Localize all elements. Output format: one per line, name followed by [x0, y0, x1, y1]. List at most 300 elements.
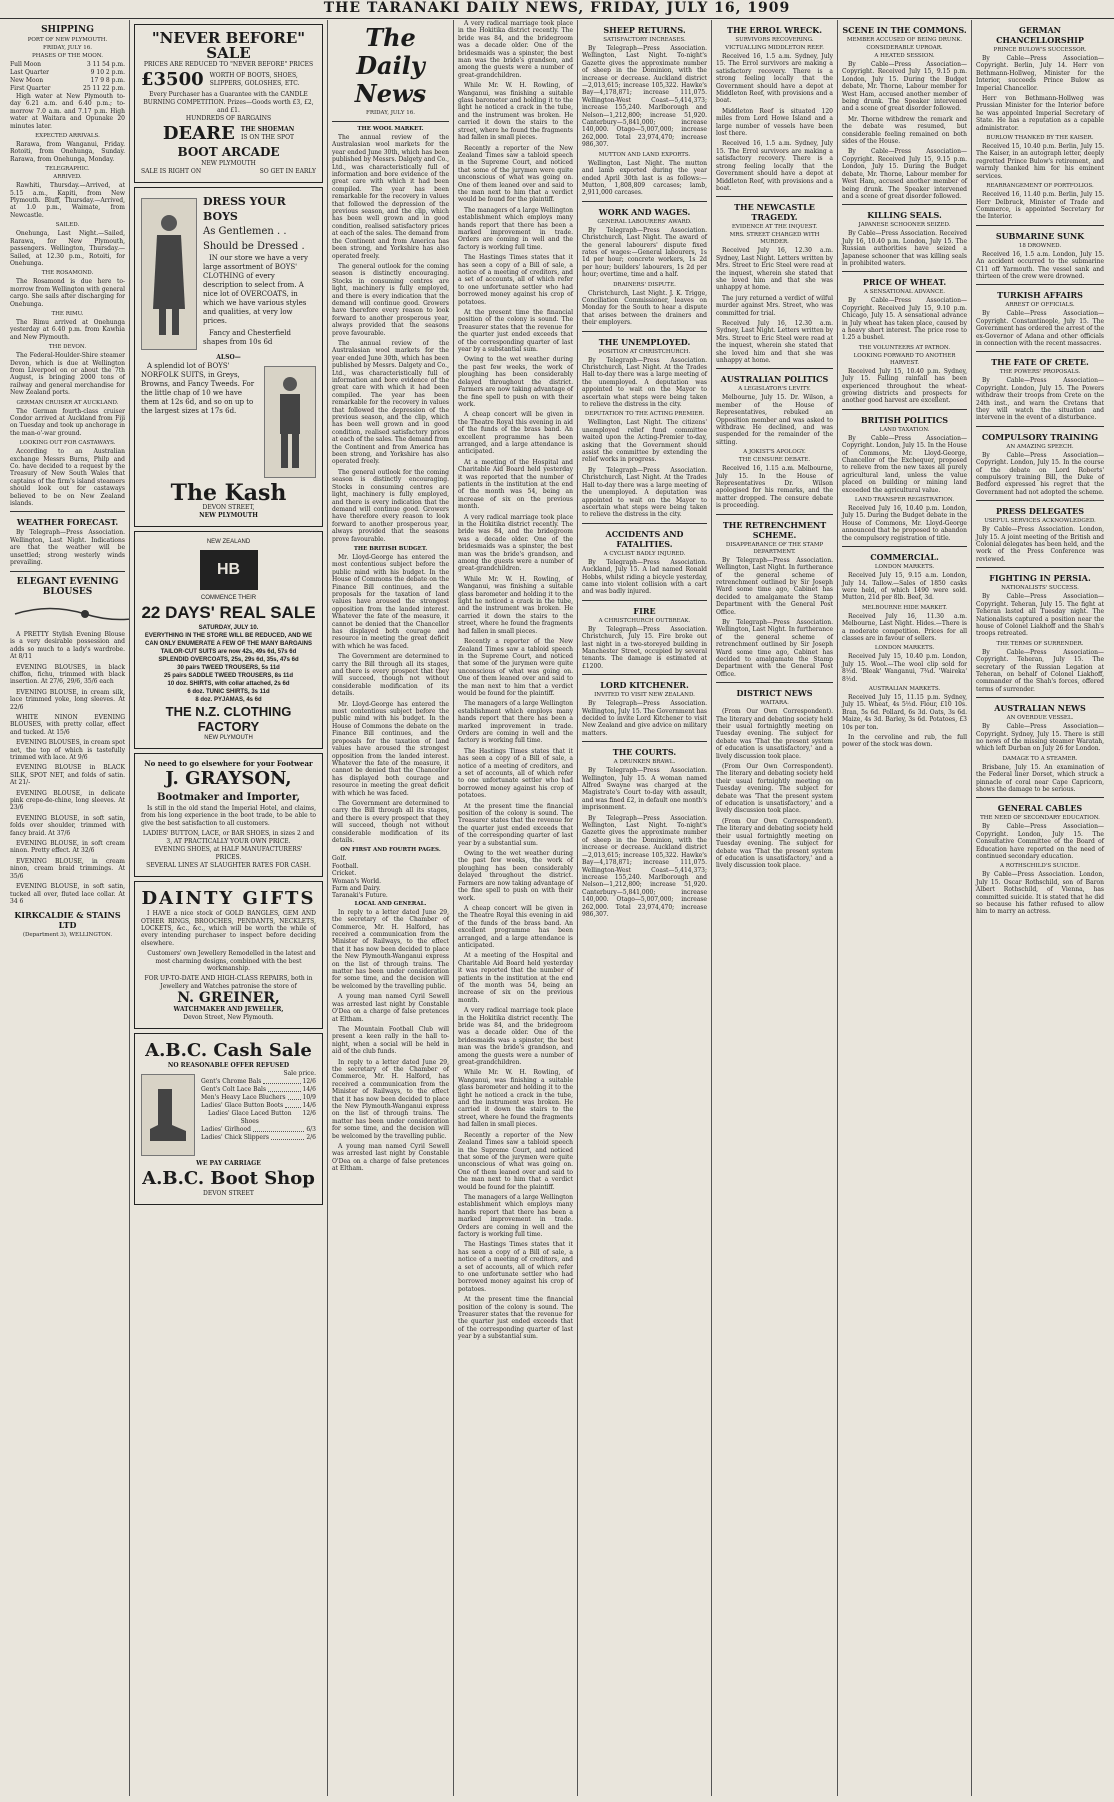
weather-text: By Telegraph—Press Association. Wellington, Last Night. Indications are that the weather will be unsettled; strong westerly winds prevailing.: [10, 529, 125, 567]
turkish-text: By Cable—Press Association—Copyright. Constantinople, July 15. The Government has ordered the arrest of the ex-Governor of Adana and other officials in connection with the recent massacres.: [976, 310, 1104, 347]
chancellor-text: By Cable—Press Association—Copyright. Berlin, July 14. Herr von Bethmann-Hollweg, Minister for the Interior, succeeds Prince Bulow as Imperial Chancellor.: [976, 55, 1104, 92]
unemployed-sub: POSITION AT CHRISTCHURCH.: [598, 348, 691, 355]
melbourne-heading: MELBOURNE HIDE MARKET.: [862, 604, 947, 611]
dress-boys-line-1: DRESS YOUR BOYS: [203, 195, 286, 223]
australian-markets-heading: AUSTRALIAN MARKETS.: [868, 685, 941, 692]
labourers-text: By Telegraph—Press Association. Christchurch, Last Night. The award of the general labourers' dispute fixed rates of wages:—General labourers, 1s 1d per hour; concrete workers, 1s 2d per hour; builders' labourers, 1s 2d per hour; overtime, time and a half.: [582, 226, 707, 279]
greiner-trade: WATCHMAKER AND JEWELLER,: [173, 1006, 284, 1014]
submarine-text: Received 16, 1.5 a.m. London, July 15. An accident occurred to the submarine C11 off Yarmouth. The vessel sank and thirteen of the crew were drowned.: [976, 250, 1104, 280]
column-shipping: [6, 20, 130, 1796]
moon-row: First Quarter 25 11 22 p.m.: [10, 85, 125, 92]
chancellor-text-2: Herr von Bethmann-Hollweg was Prussian Minister for the Interior before he was appointed Imperial Secretary of State. He has a reputation as a capable administrator.: [976, 95, 1104, 132]
cruiser-text: The German fourth-class cruiser Condor arrived at Auckland from Fiji on Tuesday and took up anchorage in the man-o'-war ground.: [10, 407, 125, 437]
grayson-evening: EVENING SHOES, at HALF MANUFACTURERS' PRICES.: [154, 846, 303, 862]
commons-text-2: Mr. Thorne withdrew the remark and the debate was resumed, but considerable feeling remained on both sides of the House.: [842, 115, 967, 146]
taxation-heading: LAND TAXATION.: [879, 426, 930, 433]
general-text: A very radical marriage took place in the Hokitika district recently. The bride was 84, and the bridegroom was a decade older. One of the bridesmaids was a spinster, the best man was the bride's grandson, and among the guests were a number of great-grandchildren.: [458, 1007, 573, 1067]
politics-sub: A LEGISLATOR'S LEVITY.: [738, 386, 811, 393]
cyclist-heading: A CYCLIST BADLY INJURED.: [603, 550, 686, 557]
expected-heading: EXPECTED ARRIVALS.: [35, 133, 100, 140]
mutton-heading: MUTTON AND LAND EXPORTS.: [598, 151, 691, 158]
politics-heading: AUSTRALIAN POLITICS: [720, 374, 829, 385]
never-before-row: [141, 69, 316, 91]
boy-norfolk-illustration: [264, 366, 316, 478]
abc-street: DEVON STREET: [203, 1190, 254, 1198]
real-sale-title: 22 DAYS' REAL SALE: [141, 603, 316, 622]
local-text-4: In reply to a letter dated June 29, the secretary of the Chamber of Commerce, Mr. H. Halford, has received a communication from the Minister of Railways, to the effect that it has now been decided to place the New Plymouth-Wanganui express on the list of through trains. The matter has been under consideration for some time, and the decision will be welcomed by the travelling public.: [332, 1058, 449, 1140]
unemployed-text: By Telegraph—Press Association. Christchurch, Last Night. At the Trades Hall to-day there was a large meeting of the unemployed. A deputation was appointed to wait on the Mayor to ascertain what steps were being taken to relieve the distress in the city.: [582, 356, 707, 409]
hb-item: 6 doz. TUNIC SHIRTS, 3s 11d: [187, 689, 270, 695]
nz-clothing-town: NEW PLYMOUTH: [204, 735, 253, 741]
pages-item: Taranaki's Future.: [332, 892, 388, 900]
general-text: While Mr. W. H. Rowling, of Wanganui, was finishing a suitable glass barometer and holding it to the light he noticed a crack in the tube, and the instrument was broken. He carried it down the stairs to the street, where he found the fragments had fallen in small pieces.: [458, 82, 573, 142]
greiner-street: Devon Street, New Plymouth.: [183, 1014, 274, 1022]
general-text: Recently a reporter of the New Zealand Times saw a tabloid speech in the Supreme Court, and noticed that some of the jurymen were quite unconscious of what was going on. One of them leaned over and said to the man next to him that a verdict would be found for the plaintiff.: [458, 638, 573, 697]
grayson-text: Is still in the old stand the Imperial Hotel, and claims, from his long experience in the boot trade, to be able to give the best satisfaction to all customers.: [141, 805, 316, 827]
boot-arcade-town: NEW PLYMOUTH: [201, 160, 256, 167]
sale-note: SALE IS RIGHT ON: [141, 168, 202, 175]
stamp-text-2: By Telegraph—Press Association. Wellington, Last Night. In furtherance of the general scheme of retrenchment outlined by Sir Joseph Ward some time ago, Cabinet has decided to amalgamate the Stamp Department with the General Post Office.: [716, 618, 833, 678]
greiner-ad: [134, 881, 323, 1029]
boot-illustration: [141, 1074, 195, 1156]
kash-town: NEW PLYMOUTH: [199, 512, 258, 519]
pages-item: Woman's World.: [332, 877, 382, 885]
cyclist-text: By Telegraph—Press Association. Auckland, July 15. A lad named Ronald Hobbs, whilst riding a bicycle yesterday, came into violent collision with a cart and was badly injured.: [582, 558, 707, 596]
rothschild-text: By Cable—Press Association. London, July 15. Oscar Rothschild, son of Baron Albert Rothschild, of Vienna, has committed suicide. It is stated that he did so because his father refused to allow him to marry an actress.: [976, 871, 1104, 916]
errol-sub-2: VICTUALLING MIDDLETON REEF.: [725, 45, 824, 51]
melbourne-text: Received July 16, 11.30 a.m. Melbourne, Last Night. Hides.—There is a moderate competition. Prices for all classes are in favour of sellers.: [842, 612, 967, 642]
wool-text-3: The annual review of the Australasian wool markets for the year ended June 30th, which has been published by Messrs. Dalgety and Co., Ltd., was characteristically full of information and bore evidence of the great care with which it had been compiled. The year has been remarkable for the recovery in values that followed the depression of the previous season, and the clip, which has been well grown and in good condition, realised satisfactory prices at each of the sales. The demand from the Continent and from America has been strong, and Yorkshire has also operated freely.: [332, 339, 449, 466]
scene-stock-text: In the cervoline and rub, the full power of the stock was down.: [842, 734, 967, 749]
column-editorial: [328, 20, 454, 1796]
pages-item: Cricket.: [332, 870, 357, 878]
dress-boys-text: IN our store we have a very large assortment of BOYS' CLOTHING of every description to select from. A nice lot of OVERCOATS, in which we have various styles and qualities, at very low prices.: [203, 254, 308, 325]
real-sale-desc: EVERYTHING IN THE STORE WILL BE REDUCED, AND WE CAN ONLY ENUMERATE A FEW OF THE MANY BARGAINS: [144, 633, 313, 647]
cables-heading: GENERAL CABLES: [997, 803, 1083, 814]
wheat-text: By Cable—Press Association—Copyright. Received July 15, 9.10 p.m. Chicago, July 15. A sensational advance in July wheat has taken place, caused by a heavy short interest. The price rose to 1.25 a bushel.: [842, 297, 967, 342]
burlow-heading: BURLOW THANKED BY THE KAISER.: [986, 135, 1094, 142]
general-text: Recently a reporter of the New Zealand Times saw a tabloid speech in the Supreme Court, and noticed that some of the jurymen were quite unconscious of what was going on. One of them leaned over and said to the man next to him that a verdict would be found for the plaintiff.: [458, 144, 573, 204]
overdue-heading: AN OVERDUE VESSEL.: [1006, 715, 1074, 722]
pages-item: Football.: [332, 862, 359, 870]
dainty-title: DAINTY GIFTS: [141, 888, 316, 910]
column-general: [454, 20, 578, 1796]
boy-overcoat-illustration: [141, 198, 197, 350]
mutton-text: Wellington, Last Night. The mutton and lamb exported during the year ended April 30th last is as follows:—Mutton, 1,808,809 carcases; lamb, 2,911,000 carcases.: [582, 159, 707, 197]
district-heading: DISTRICT NEWS: [736, 688, 813, 699]
cables-sub: THE NEED OF SECONDARY EDUCATION.: [980, 815, 1100, 822]
crete-heading: THE FATE OF CRETE.: [991, 357, 1089, 368]
hb-logo: HB: [200, 550, 258, 590]
grayson-ad: [134, 753, 323, 877]
kash-name: The Kash: [170, 480, 287, 506]
kirkcaldie-name: KIRKCALDIE & STAINS LTD: [14, 910, 121, 931]
seals-text: By Cable—Press Association. Received July 16, 10.40 p.m. London, July 15. The Russian authorities have seized a Japanese schooner that was killing seals in prohibited waters.: [842, 230, 967, 267]
columns: [6, 20, 1108, 1796]
work-heading: WORK AND WAGES.: [598, 206, 691, 217]
abc-price-head: Sale price.: [283, 1070, 316, 1078]
local-text: In reply to a letter dated June 29, the secretary of the Chamber of Commerce, Mr. H. Halford, has received a communication from the Minister of Railways, to the effect that it has now been decided to place the New Plymouth-Wanganui express on the list of through trains. The matter has been under consideration for some time, and the decision will be welcomed by the travelling public.: [332, 908, 449, 990]
london-heading: LONDON MARKETS.: [874, 564, 935, 571]
deare-name: DEARE: [162, 123, 235, 144]
abc-boot-shop: A.B.C. Boot Shop: [142, 1168, 315, 1190]
tide-text: High water at New Plymouth to-day 6.21 a.m. and 6.40 p.m.; to-morrow 7.0 a.m. and 7.17 p.m. High water at Waitara and Opunake 20 minutes later.: [10, 93, 125, 130]
dainty-text: I HAVE a nice stock of GOLD BANGLES, GEM AND OTHER RINGS, BROOCHES, PENDANTS, NECKLETS, LOCKETS, &c., &c., which will be worth the while of every intending purchaser to inspect before deciding elsewhere.: [141, 910, 316, 947]
hb-item: 25 pairs SADDLE TWEED TROUSERS, 8s 11d: [163, 673, 294, 679]
never-before-desc: WORTH OF BOOTS, SHOES, SLIPPERS, GOLOSHES, ETC.: [209, 72, 300, 87]
sailed-text: Onehunga, Last Night.—Sailed, Rarawa, for New Plymouth, passengers. Wellington, Thursday.—Sailed, at 12.30 p.m., Rotoiti, for Onehunga.: [10, 230, 125, 267]
general-text: A very radical marriage took place in the Hokitika district recently. The bride was 84, and the bridegroom was a decade older. One of the bridesmaids was a spinster, the best man was the bride's grandson, and among the guests were a number of great-grandchildren.: [458, 513, 573, 573]
general-text: Recently a reporter of the New Zealand Times saw a tabloid speech in the Supreme Court, and noticed that some of the jurymen were quite unconscious of what was going on. One of them leaned over and said to the man next to him that a verdict would be found for the plaintiff.: [458, 1131, 573, 1191]
persia-sub-2: THE TERMS OF SURRENDER.: [996, 640, 1084, 647]
commons-text-3: By Cable—Press Association—Copyright. Received July 15, 9.15 p.m. London, July 15. During the Budget debate, Mr. Thorne, Labour member for West Ham, accused another member of being drunk. The Speaker intervened and a scene of great disorder followed.: [842, 148, 967, 200]
persia-text-2: By Cable—Press Association—Copyright. Teheran, July 15. The secretary of the Russian Legation at Teheran, on behalf of Colonel Liakhoff, commander of the Shah's forces, offered terms of surrender.: [976, 648, 1104, 693]
steamer-text: Brisbane, July 15. An examination of the Federal liner Dorset, which struck a pinnacle of coral near Cape Capricorn, shows the damage to be serious.: [976, 763, 1104, 793]
rimu-heading: THE RIMU.: [51, 310, 84, 317]
shipping-date: FRIDAY, JULY 16.: [43, 45, 92, 51]
commercial-heading: COMMERCIAL.: [870, 552, 939, 563]
rearrangement-text: Received 16, 11.40 p.m. Berlin, July 15. Herr Delbruck, Minister of Trade and Commerce, is appointed Secretary for the Interior.: [976, 191, 1104, 221]
turkish-heading: TURKISH AFFAIRS: [997, 290, 1083, 301]
persia-text: By Cable—Press Association—Copyright. Teheran, July 15. The fight at Teheran lasted all Tuesday night. The Nationalists captured a position near the house of Colonel Liakhoff and the Shah's troops retreated.: [976, 593, 1104, 638]
hb-top-text: NEW ZEALAND: [206, 539, 251, 545]
errol-heading: THE ERROL WRECK.: [726, 25, 822, 35]
rosamond-heading: THE ROSAMOND.: [41, 270, 94, 277]
nz-clothing-name: THE N.Z. CLOTHING FACTORY: [165, 704, 292, 734]
transfer-text: Received July 16, 10.40 p.m. London, July 15. During the Budget debate in the House of Commons, Mr. Lloyd-George announced that he proposed to abandon the compulsory registration of title.: [842, 505, 967, 542]
deputation-text-2: By Telegraph—Press Association. Christchurch, Last Night. At the Trades Hall to-day there was a large meeting of the unemployed. A deputation was appointed to wait on the Mayor to ascertain what steps were being taken to relieve the distress in the city.: [582, 466, 707, 519]
expected-text: Rarawa, from Wanganui, Friday. Rotoiti, from Onehunga, Sunday. Rarawa, from Onehunga, Monday.: [10, 141, 125, 163]
errol-text-3: Received 16, 1.5 a.m. Sydney, July 15. The Errol survivors are making a satisfactory recovery. There is a strong feeling locally that the Government should have a depot at Middleton Reef, with provisions and a boat.: [716, 140, 833, 192]
moon-row: Last Quarter 9 10 2 p.m.: [10, 69, 125, 76]
hb-item: TAILOR-CUT SUITS are now 42s, 49s 6d, 57s 6d: [160, 649, 297, 655]
rimu-text: The Rimu arrived at Onehunga yesterday at 6.40 p.m. from Kawhia and New Plymouth.: [10, 318, 125, 341]
hundreds-text: HUNDREDS OF BARGAINS: [185, 115, 272, 122]
labourers-heading: GENERAL LABOURERS' AWARD.: [597, 218, 692, 225]
wool-text-4: The general outlook for the coming season is distinctly encouraging. Stocks in consuming centres are light, machinery is fully employed, and there is every indication that the demand will continue good. Growers have therefore every reason to look forward to another prosperous year, always provided that the seasons prove favourable.: [332, 468, 449, 543]
pages-heading: ON FIRST AND FOURTH PAGES.: [340, 847, 441, 854]
blouse-item: WHITE NINON EVENING BLOUSES, with pretty collar, effect and tucked. At 15/6: [10, 713, 125, 736]
burlow-text: Received 15, 10.40 p.m. Berlin, July 15. The Kaiser, in an autograph letter, deeply regretted Prince Bulow's retirement, and warmly thanked him for his eminent services.: [976, 143, 1104, 180]
never-before-amount: £3500: [141, 69, 204, 90]
dainty-text-2: Customers' own Jewellery Remodelled in the latest and most charming designs, combined with the best workmanship.: [147, 950, 316, 973]
persia-heading: FIGHTING IN PERSIA.: [989, 573, 1091, 584]
steamer-heading: DAMAGE TO A STEAMER.: [1002, 755, 1078, 762]
kitchener-heading: LORD KITCHENER.: [600, 680, 689, 691]
courts-sub: A DRUNKEN BRAWL.: [613, 759, 676, 766]
newcastle-text: Received July 16, 12.30 a.m. Sydney, Last Night. Letters written by Mrs. Street to Eric Steel were read at the inquest, wherein she stated that she loved him and that she was unhappy at home.: [716, 247, 833, 292]
general-text: The Hastings Times states that it has seen a copy of a Bill of sale, a notice of a meeting of creditors, and a set of accounts, all of which refer to one unfortunate settler who had borrowed money against his crop of potatoes.: [458, 1241, 573, 1293]
courts-heading: THE COURTS.: [612, 747, 677, 758]
general-text: While Mr. W. H. Rowling, of Wanganui, was finishing a suitable glass barometer and holding it to the light he noticed a crack in the tube, and the instrument was broken. He carried it down the stairs to the street, where he found the fragments had fallen in small pieces.: [458, 1069, 573, 1129]
moon-row: Full Moon 3 11 54 p.m.: [10, 61, 125, 68]
devon-heading: THE DEVON.: [48, 344, 87, 351]
crete-text: By Cable—Press Association—Copyright. London, July 15. The Powers withdraw their troops from Crete on the 24th inst., and warn the Cretans that they will watch the situation and intervene in the event of a disturbance.: [976, 377, 1104, 422]
castaways-heading: LOOKING OUT FOR CASTAWAYS.: [19, 440, 116, 447]
real-sale-date: SATURDAY, JULY 10.: [198, 625, 259, 631]
crete-sub: THE POWERS' PROPOSALS.: [999, 369, 1081, 376]
newcastle-sub-2: MRS. STREET CHARGED WITH MURDER.: [729, 232, 820, 246]
general-text: At a meeting of the Hospital and Charitable Aid Board held yesterday it was reported that the number of patients in the institution at the end of the month was 54, being an increase of six on the previous month.: [458, 458, 573, 511]
weather-heading: WEATHER FORECAST.: [16, 517, 119, 528]
blouse-item: EVENING BLOUSE, in soft satin, tucked all over, fluted lace collar. At 34 6: [10, 883, 125, 905]
blouse-item: A PRETTY Stylish Evening Blouse is a very desirable possession and adds so much to a lady's wardrobe. At 8/11: [10, 630, 125, 661]
budget-text: Mr. Lloyd-George has entered the most contentious subject before the public mind with his budget. In the House of Commons the debate on the Finance Bill continues, and the proposals for the taxation of land values have aroused the strongest opposition from the landed interest. Whatever the fate of the measure, it cannot be denied that the Chancellor has displayed both courage and resource in meeting the great deficit with which he was faced.: [332, 553, 449, 650]
apology-text: Received 16, 1.15 a.m. Melbourne, July 15. In the House of Representatives Dr. Wilson apologised for his remarks, and the matter dropped. The censure debate is proceeding.: [716, 465, 833, 510]
general-text: The Hastings Times states that it has seen a copy of a Bill of sale, a notice of a meeting of creditors, and a set of accounts, all of which refer to one unfortunate settler who had borrowed money against his crop of potatoes.: [458, 747, 573, 800]
apology-heading: A JOKIST'S APOLOGY.: [743, 449, 806, 456]
sailed-heading: SAILED.: [55, 222, 80, 229]
hb-item: 30 pairs TWEED TROUSERS, 5s 11d: [177, 665, 280, 671]
arrived-heading: ARRIVED.: [53, 174, 82, 181]
abc-carriage: WE PAY CARRIAGE: [196, 1160, 261, 1168]
abc-cash-title: A.B.C. Cash Sale: [145, 1040, 312, 1062]
general-text: The managers of a large Wellington establishment which employs many hands report that there has been a marked improvement in trade. Orders are coming in well and the factory is working full time.: [458, 206, 573, 251]
blouse-item: EVENING BLOUSE, in soft cream ninon. Pretty effect. At 32/6: [10, 840, 125, 855]
drainers-heading: DRAINERS' DISPUTE.: [613, 281, 676, 288]
rosamond-text: The Rosamond is due here to-morrow from Wellington with general cargo. She sails after discharging for Onehunga.: [10, 278, 125, 308]
drainers-text: Christchurch, Last Night. J. K. Trigge, Conciliation Commissioner, leaves on Monday for the South to hear a dispute that arises between the drainers and their employers.: [582, 289, 707, 327]
london2-heading: LONDON MARKETS.: [874, 645, 935, 652]
courts-text-2: By Telegraph—Press Association. Wellington, Last Night. To-night's Gazette gives the approximate number of sheep in the Dominion, with the increase or decrease. Auckland district—2,013,615; increase 105,322. Hawke's Bay—4,178,871; increase 111,075. Wellington-West Coast—5,414,373; increase 155,240. Marlborough and Nelson—1,212,800; increase 51,920. Canterbury—5,841,000; increase 140,000. Otago—5,007,000; increase 262,000. Total 23,974,470; increase 986,307.: [582, 814, 707, 918]
turkish-sub: ARREST OF OFFICIALS.: [1005, 302, 1075, 309]
transfer-heading: LAND TRANSFER REGISTRATION.: [854, 497, 955, 504]
grayson-trade: Bootmaker and Importer,: [157, 792, 300, 803]
waitara-heading: WAITARA.: [760, 700, 789, 707]
abc-row: Gent's Chrome Bals 12/6: [201, 1078, 316, 1086]
commence-text: COMMENCE THEIR: [200, 595, 257, 601]
waitara-text-3: (From Our Own Correspondent). The literary and debating society held their usual fortnightly meeting on Tuesday evening. The subject for debate was 'That the present system of education is unsatisfactory,' and a lively discussion took place.: [716, 817, 833, 870]
budget-heading: THE BRITISH BUDGET.: [353, 545, 428, 552]
general-text: Owing to the wet weather during the past few weeks, the work of ploughing has been considerably delayed throughout the district. Farmers are now taking advantage of the fine spell to push on with their work.: [458, 850, 573, 902]
general-text: The managers of a large Wellington establishment which employs many hands report that there has been a marked improvement in trade. Orders are coming in well and the factory is working full time.: [458, 1193, 573, 1238]
shipping-heading: SHIPPING: [41, 25, 94, 35]
general-text: At the present time the financial position of the colony is sound. The Treasurer states that the revenue for the quarter just ended exceeds that of the corresponding quarter of last year by a substantial sum.: [458, 309, 573, 354]
chancellor-heading: GERMAN CHANCELLORSHIP: [996, 25, 1084, 45]
cables-text: By Cable—Press Association—Copyright. London, July 15. The Consultative Committee of the Board of Education have reported on the need of continued secondary education.: [976, 823, 1104, 861]
phases-heading: PHASES OF THE MOON.: [32, 53, 103, 59]
pages-item: Golf.: [332, 855, 347, 863]
newcastle-heading: THE NEWCASTLE TRAGEDY.: [734, 202, 815, 223]
no-need-text: No need to go elsewhere for your Footwear: [144, 759, 313, 768]
devon-text: The Federal-Houlder-Shire steamer Devon, which is due at Wellington from Liverpool on or about the 7th August, is bringing 2000 tons of railway and general merchandise for New Zealand ports.: [10, 352, 125, 397]
budget-text-2: The Government are determined to carry the Bill through all its stages, and there is every prospect that they will succeed, though not without considerable modification of its details.: [332, 653, 449, 698]
moon-row: New Moon 17 9 8 p.m.: [10, 77, 125, 84]
abc-row: Ladies' Chick Slippers 2/6: [201, 1134, 316, 1142]
abc-row: Ladies' Girlhood 6/3: [201, 1126, 316, 1134]
blouse-item: EVENING BLOUSE, in cream silk, lace trimmed yoke, long sleeves. At 22/6: [10, 688, 125, 711]
commons-heading: SCENE IN THE COMMONS.: [842, 25, 967, 35]
dainty-repairs: FOR UP-TO-DATE AND HIGH-CLASS REPAIRS, both in Jewellery and Watches patronise the store of: [144, 975, 313, 991]
delegates-sub: USEFUL SERVICES ACKNOWLEDGED.: [984, 518, 1096, 525]
submarine-sub: 18 DROWNED.: [1018, 242, 1062, 249]
local-heading: LOCAL AND GENERAL.: [354, 900, 427, 907]
sheep-heading: SHEEP RETURNS.: [603, 25, 686, 35]
wool-text-2: The general outlook for the coming season is distinctly encouraging. Stocks in consuming centres are light, machinery is fully employed, and there is every indication that the demand will continue good. Growers have therefore every reason to look forward to another prosperous year, always provided that the seasons prove favourable.: [332, 262, 449, 337]
fire-sub: A CHRISTCHURCH OUTBREAK.: [598, 617, 691, 624]
hb-item: 8 doz. PYJAMAS, 4s 6d: [195, 697, 262, 703]
editorial-date: FRIDAY, JULY 16.: [366, 110, 415, 116]
wool-heading: THE WOOL MARKET.: [357, 126, 424, 132]
wool-text: The annual review of the Australasian wool markets for the year ended June 30th, which has been published by Messrs. Dalgety and Co., Ltd., was characteristically full of information and bore evidence of the great care with which it had been compiled. The year has been remarkable for the recovery in values that followed the depression of the previous season, and the clip, which has been well grown and in good condition, realised satisfactory prices at each of the sales. The demand from the Continent and from America has been strong, and Yorkshire has also operated freely.: [332, 134, 449, 260]
seals-heading: KILLING SEALS.: [867, 210, 942, 221]
divider: [10, 511, 125, 512]
local-text-2: A young man named Cyril Sewell was arrested last night by Constable O'Dea on a charge of false pretences at Eltham.: [332, 993, 449, 1023]
apology-sub: THE CENSURE DEBATE.: [738, 457, 811, 464]
stamp-heading: DISAPPEARANCE OF THE STAMP DEPARTMENT.: [725, 541, 824, 555]
fire-text: By Telegraph—Press Association. Christchurch, July 15. Fire broke out last night in a two-storeyed building in Manchester Street, occupied by several tenants. The damage is estimated at £1200.: [582, 625, 707, 670]
politics-text: Melbourne, July 15. Dr. Wilson, a member of the House of Representatives, rebuked an Opposition member and was asked to withdraw. He declined, and was suspended for the remainder of the sitting.: [716, 394, 833, 446]
boot-arcade: BOOT ARCADE: [177, 145, 280, 159]
accidents-heading: ACCIDENTS AND FATALITIES.: [605, 528, 684, 549]
patron-heading: THE VOLUNTEERS AT PATRON.: [858, 344, 951, 351]
boot-icon: [146, 1085, 190, 1145]
column-cables: [712, 20, 838, 1796]
errol-text: Received 16, 1.5 a.m. Sydney, July 15. The Errol survivors are making a satisfactory recovery. There is a strong feeling locally that the Government should have a depot at Middleton Reef, with provisions and a boat.: [716, 53, 833, 105]
abc-no-reasonable: NO REASONABLE OFFER REFUSED: [167, 1062, 290, 1070]
also-label: ALSO—: [216, 354, 241, 361]
arrived-text: Rawhiti, Thursday.—Arrived, at 5.15 a.m., Kapiti, from New Plymouth. Bluff, Thursday.—Arrived, at 1.0 p.m., Waimate, from Newcastle.: [10, 182, 125, 219]
taxation-text: By Cable—Press Association—Copyright. London, July 15. In the House of Commons, Mr. Lloyd-George, Chancellor of the Exchequer, proposed to relieve from the new taxes all purely agricultural land, unless the value placed on building or mining land exceeded the agricultural value.: [842, 434, 967, 494]
courts-text: By Telegraph—Press Association. Wellington, July 15. A woman named Alfred Swayne was charged at the Magistrate's Court to-day with assault, and was fined £2, in default one month's imprisonment.: [582, 767, 707, 812]
london2-text: Received July 15, 10.40 p.m. London, July 15. Wool.—The wool clip sold for 8½d. 'Bleak' Wanganui, 7¾d. 'Waireka' 8½d.: [842, 653, 967, 683]
greiner-name: N. GREINER,: [177, 990, 280, 1007]
general-text: The managers of a large Wellington establishment which employs many hands report that there has been a marked improvement in trade. Orders are coming in well and the factory is working full time.: [458, 700, 573, 745]
castaways-text: According to an Australian exchange Messrs Burns, Philp and Co. have decided to a request by the Treasury of New South Wales that captains of the firm's island steamers should look out for castaways believed to be on New Zealand islands.: [10, 448, 125, 508]
newcastle-sub: EVIDENCE AT THE INQUEST.: [731, 224, 818, 231]
local-text-5: A young man named Cyril Sewell was arrested last night by Constable O'Dea on a charge of false pretences at Eltham.: [332, 1143, 449, 1173]
local-text-3: The Mountain Football Club will present a keen rally in the hall to-night, when a social will be held in aid of the club funds.: [332, 1025, 449, 1056]
blouse-item: EVENING BLOUSE, in cream ninon, cream braid trimmings. At 35/6: [10, 857, 125, 880]
waitara-text-2: (From Our Own Correspondent). The literary and debating society held their usual fortnightly meeting on Tuesday evening. The subject for debate was 'That the present system of education is unsatisfactory,' and a lively discussion took place.: [716, 763, 833, 815]
commons-sub: MEMBER ACCUSED OF BEING DRUNK.: [846, 37, 963, 43]
paper-title: The Daily News: [354, 23, 427, 108]
fire-heading: FIRE: [633, 605, 656, 616]
port-heading: PORT OF NEW PLYMOUTH.: [27, 37, 108, 43]
general-text: A cheap concert will be given in the Theatre Royal this evening in aid of the funds of the brass band. An excellent programme has been arranged, and a large attendance is anticipated.: [458, 411, 573, 456]
abc-ad: [134, 1033, 323, 1205]
hb-item: 10 doz. SHIRTS, with collar attached, 2s 6d: [167, 681, 290, 687]
grayson-several: SEVERAL LINES AT SLAUGHTER RATES FOR CASH.: [146, 862, 311, 870]
fancy-text: Fancy and Chesterfield shapes from 10s 6d: [203, 329, 291, 346]
budget-text-4: The Government are determined to carry the Bill through all its stages, and there is every prospect that they will succeed, though not without considerable modification of its details.: [332, 799, 449, 844]
deare-sub: IS ON THE SPOT: [240, 134, 295, 141]
australian-markets-text: Received July 15, 11.15 p.m. Sydney, July 15. Wheat, 4s 5½d. Flour, £10 10s. Bran, 5s 6d. Pollard, 6s 3d. Oats, 3s 6d. Maize, 4s 3d. Barley, 3s 6d. Potatoes, £3 10s per ton.: [842, 693, 967, 731]
hb-item: SPLENDID OVERCOATS, 25s, 29s 6d, 35s, 47s 6d: [158, 657, 299, 663]
persia-sub: NATIONALISTS' SUCCESS.: [1001, 585, 1079, 592]
training-sub: AN AMAZING SPEECH.: [1006, 443, 1074, 450]
column-commons: [838, 20, 972, 1796]
sale-note-2: SO GET IN EARLY: [259, 168, 316, 175]
deare-row: [141, 123, 316, 145]
commons-sub-2: CONSIDERABLE UPROAR.: [866, 45, 943, 51]
retrenchment-heading: THE RETRENCHMENT SCHEME.: [722, 519, 827, 540]
overdue-text: By Cable—Press Association—Copyright. Sydney, July 15. There is still no news of the missing steamer Waratah, which left Durban on July 26 for London.: [976, 723, 1104, 753]
submarine-heading: SUBMARINE SUNK: [995, 230, 1085, 241]
never-before-title: "NEVER BEFORE" SALE: [151, 29, 306, 62]
kitchener-sub: INVITED TO VISIT NEW ZEALAND.: [594, 692, 695, 699]
general-text: A very radical marriage took place in the Hokitika district recently. The bride was 84, and the bridegroom was a decade older. One of the bridesmaids was a spinster, the best man was the bride's grandson, and among the guests were a number of great-grandchildren.: [458, 20, 573, 79]
blouse-item: EVENING BLOUSE in BLACK SILK, SPOT NET, and folds of satin. At 21/-: [10, 764, 125, 787]
waitara-text: (From Our Own Correspondent). The literary and debating society held their usual fortnightly meeting on Tuesday evening. The subject for debate was 'That the present system of education is unsatisfactory,' and a lively discussion took place.: [716, 708, 833, 760]
kitchener-text: By Telegraph—Press Association. Wellington, July 15. The Government has decided to invite Lord Kitchener to visit New Zealand and give advice on military matters.: [582, 700, 707, 737]
general-text: At the present time the financial position of the colony is sound. The Treasurer states that the revenue for the quarter just ended exceeds that of the corresponding quarter of last year by a substantial sum.: [458, 1296, 573, 1341]
column-foreign: [972, 20, 1108, 1796]
kash-ad: [134, 187, 323, 527]
general-text: At the present time the financial position of the colony is sound. The Treasurer states that the revenue for the quarter just ended exceeds that of the corresponding quarter of last year by a substantial sum.: [458, 802, 573, 847]
british-heading: BRITISH POLITICS: [860, 414, 949, 425]
budget-text-3: Mr. Lloyd-George has entered the most contentious subject before the public mind with his budget. In the House of Commons the debate on the Finance Bill continues, and the proposals for the taxation of land values have aroused the strongest opposition from the landed interest. Whatever the fate of the measure, it cannot be denied that the Chancellor has displayed both courage and resource in meeting the great deficit with which he was faced.: [332, 700, 449, 797]
training-text: By Cable—Press Association—Copyright. London, July 15. In the course of the debate on Lord Roberts' compulsory training Bill, the Duke of Bedford expressed his regret that the Government had not adopted the scheme.: [976, 451, 1104, 496]
blouse-item: EVENING BLOUSES, in cream spot net, the top of which is tastefully trimmed with lace. At 9/6: [10, 739, 125, 761]
grayson-ladies: LADIES' BUTTON, LACE, or BAR SHOES, in sizes 2 and 3, AT PRACTICALLY YOUR OWN PRICE.: [142, 830, 315, 846]
never-before-sub: PRICES ARE REDUCED TO "NEVER BEFORE" PRICES: [143, 61, 314, 68]
dress-boys-line-2: As Gentlemen . .: [203, 226, 287, 237]
hb-sale-ad: [134, 531, 323, 749]
delegates-text: By Cable—Press Association. London, July 15. A joint meeting of the British and Colonial delegates has been held, and the work of the Press Conference was reviewed.: [976, 526, 1104, 563]
errol-sub: SURVIVORS RECOVERING.: [735, 37, 814, 43]
blouse-item: EVENING BLOUSE, in soft satin, folds over shoulder, trimmed with fancy braid. At 37/6: [10, 814, 125, 837]
deputation-text: Wellington, Last Night. The citizens' unemployed relief fund committee waited upon the Acting-Premier to-day, asking that the Government should assist the committee by extending the relief works in progress.: [582, 419, 707, 464]
abc-price-list: [201, 1070, 316, 1160]
masthead: THE TARANAKI DAILY NEWS, FRIDAY, JULY 16, 1909: [0, 0, 1114, 19]
blouse-item: EVENING BLOUSE, in delicate pink crepe-de-chine, long sleeves. At 23/6: [10, 789, 125, 812]
never-before-ad: [134, 24, 323, 183]
kirkcaldie-sub: (Department 3), WELLINGTON.: [22, 932, 113, 939]
delegates-heading: PRESS DELEGATES: [995, 506, 1085, 517]
ribbon-ornament: [10, 603, 130, 625]
general-text: Owing to the wet weather during the past few weeks, the work of ploughing has been considerably delayed throughout the district. Farmers are now taking advantage of the fine spell to push on with their work.: [458, 356, 573, 408]
patron-sub: LOOKING FORWARD TO ANOTHER HARVEST.: [853, 352, 956, 366]
cruiser-heading: GERMAN CRUISER AT AUCKLAND.: [16, 399, 119, 406]
stamp-text: By Telegraph—Press Association. Wellington, Last Night. In furtherance of the general scheme of retrenchment outlined by Sir Joseph Ward some time ago, Cabinet has decided to amalgamate the Stamp Department with the General Post Office.: [716, 556, 833, 616]
general-text: A cheap concert will be given in the Theatre Royal this evening in aid of the funds of the brass band. An excellent programme has been arranged, and a large attendance is anticipated.: [458, 904, 573, 949]
pages-item: Farm and Dairy.: [332, 885, 381, 892]
abc-row: Men's Heavy Lace Bluchers 10/9: [201, 1094, 316, 1102]
unemployed-heading: THE UNEMPLOYED.: [598, 336, 691, 347]
norfolk-text: A splendid lot of BOYS' NORFOLK SUITS, in Greys, Browns, and Fancy Tweeds. For the little chap of 10 we have them at 12s 6d, and so on up to the largest sizes at 17s 6d.: [141, 362, 255, 415]
london-text: Received July 15, 9.15 a.m. London, July 14. Tallow.—Sales of 1850 casks were held, of which 1490 were sold. Mutton, 21d per 8lb. Beef, 3d.: [842, 572, 967, 602]
blouse-item: EVENING BLOUSES, in black chiffon, fichu, trimmed with black insertion. At 27/6, 29/6, 35/6 each: [10, 663, 125, 686]
telegraphic-heading: TELEGRAPHIC.: [45, 166, 90, 173]
wheat-heading: PRICE OF WHEAT.: [862, 277, 947, 288]
never-before-guarantee: Every Purchaser has a Guarantee with the CANDLE BURNING COMPETITION. Prizes—Goods worth £3, £2, and £1.: [143, 91, 314, 114]
moon-table: [10, 61, 125, 93]
patron-text: Received July 15, 10.40 p.m. Sydney, July 15. Falling rainfall has been experienced throughout the wheat-growing districts and prospects for another good harvest are excellent.: [842, 367, 967, 405]
rothschild-heading: A ROTHSCHILD'S SUICIDE.: [1000, 863, 1080, 870]
sheep-sub: SATISFACTORY INCREASES.: [603, 37, 686, 43]
sheep-text: By Telegraph—Press Association. Wellington, Last Night. To-night's Gazette gives the approximate number of sheep in the Dominion, with the increase or decrease. Auckland district—2,013,615; increase 105,322. Hawke's Bay—4,178,871; increase 111,075. Wellington-West Coast—5,414,373; increase 155,240. Marlborough and Nelson—1,212,800; increase 51,920. Canterbury—5,841,000; increase 140,000. Otago—5,007,000; increase 262,000. Total 23,974,470; increase 986,307.: [582, 45, 707, 149]
deputation-heading: DEPUTATION TO THE ACTING PREMIER.: [584, 411, 705, 418]
general-text: While Mr. W. H. Rowling, of Wanganui, was finishing a suitable glass barometer and holding it to the light he noticed a crack in the tube, and the instrument was broken. He carried it down the stairs to the street, where he found the fragments had fallen in small pieces.: [458, 575, 573, 635]
column-dominion: [578, 20, 712, 1796]
abc-row: Ladies' Glace Laced Button Shoes 12/6: [208, 1110, 316, 1126]
seals-sub: JAPANESE SCHOONER SEIZED.: [858, 222, 951, 229]
deare-tag: THE SHOEMAN: [240, 126, 295, 133]
australian-news-heading: AUSTRALIAN NEWS: [994, 703, 1086, 714]
boy-figure-icon: [272, 372, 308, 472]
kash-street: DEVON STREET,: [202, 504, 255, 511]
commons-sub-3: A HEATED SESSION.: [874, 53, 935, 59]
general-text: At a meeting of the Hospital and Charitable Aid Board held yesterday it was reported that the number of patients in the institution at the end of the month was 54, being an increase of six on the previous month.: [458, 952, 573, 1004]
pages-list: [332, 855, 449, 899]
abc-row: Gent's Colt Lace Bals 14/6: [201, 1086, 316, 1094]
rearrangement-heading: REARRANGEMENT OF PORTFOLIOS.: [986, 183, 1094, 190]
general-text: The Hastings Times states that it has seen a copy of a Bill of sale, a notice of a meeting of creditors, and a set of accounts, all of which refer to one unfortunate settler who had borrowed money against his crop of potatoes.: [458, 254, 573, 306]
chancellor-sub: PRINCE BULOW'S SUCCESSOR.: [993, 47, 1087, 53]
boy-figure-icon: [149, 209, 189, 339]
wheat-sub: A SENSATIONAL ADVANCE.: [864, 289, 945, 296]
